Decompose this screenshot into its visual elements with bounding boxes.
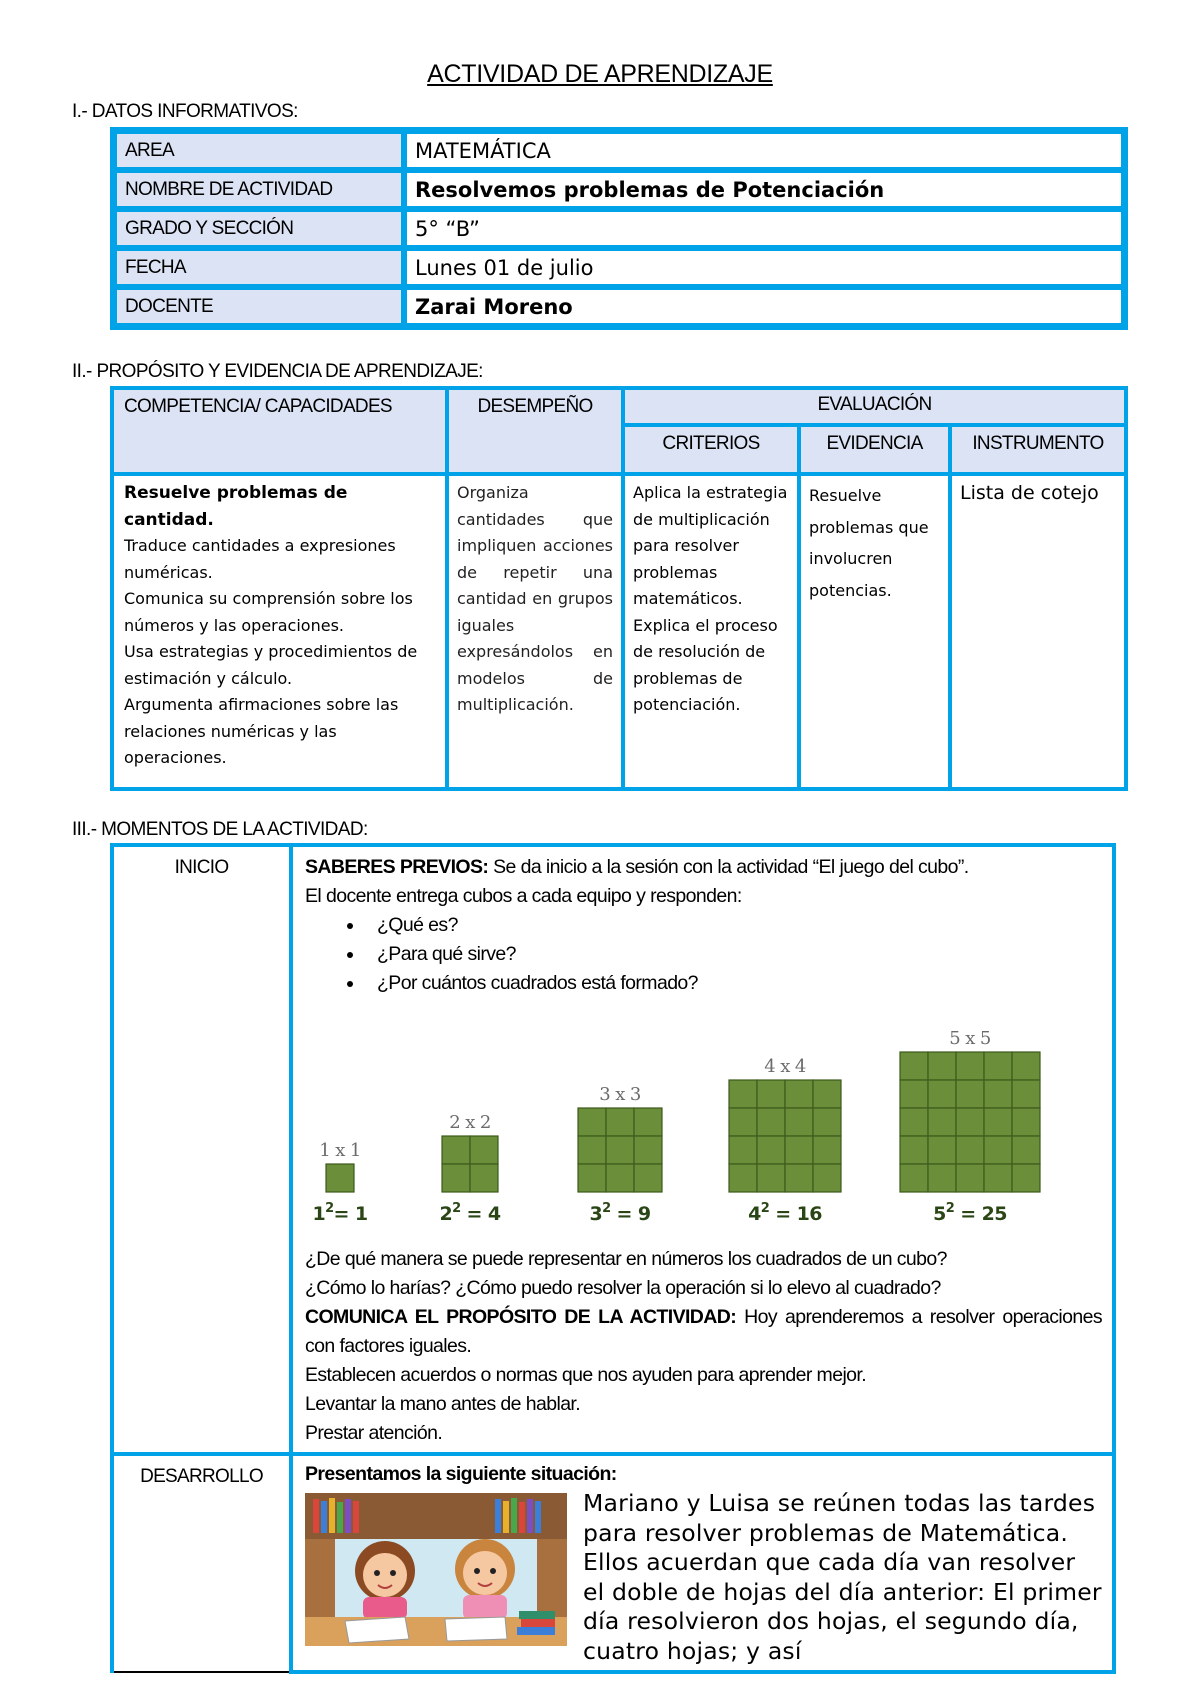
row-label: DOCENTE [114,287,404,326]
grid-cell [928,1108,956,1136]
row-label: GRADO Y SECCIÓN [114,209,404,248]
grid-cell [606,1136,634,1164]
competencia-line: Traduce cantidades a expresiones numéricas. [124,536,396,582]
power-label: $1^2= 1$ [312,1201,368,1225]
grid-cell [928,1052,956,1080]
grid-cell [1012,1052,1040,1080]
grid-cell [578,1108,606,1136]
power-label: $5^2 = 25$ [933,1201,1007,1225]
grid-cell [928,1164,956,1192]
table-row [114,170,1124,209]
grid-cell [785,1136,813,1164]
row-value: Resolvemos problemas de Potenciación [404,170,1124,209]
grid-cell [606,1164,634,1192]
competencia-cell [112,474,447,789]
grid-cell [578,1164,606,1192]
grid-cell [984,1164,1012,1192]
table-row [114,287,1124,326]
grid-cell [956,1108,984,1136]
section-2-heading: II.- PROPÓSITO Y EVIDENCIA DE APRENDIZAJE: [72,361,483,382]
competencia-title: Resuelve problemas de cantidad. [124,483,348,530]
instrumento-cell: Lista de cotejo [950,474,1126,789]
criterio-item: Explica el proceso de resolución de problemas de potenciación. [633,615,778,714]
desarrollo-label: DESARROLLO [112,1454,291,1672]
grid-cell [813,1108,841,1136]
list-item: • ¿Por cuántos cuadrados está formado? [365,969,1102,998]
grid-cell [984,1080,1012,1108]
grid-cell [757,1164,785,1192]
criterios-cell [623,474,799,789]
grid-cell [956,1164,984,1192]
grid-cell [442,1164,470,1192]
question-list [305,911,1102,998]
row-label: FECHA [114,248,404,287]
grid-cell [1012,1108,1040,1136]
evidencia-cell: Resuelve problemas que involucren potencias. [799,474,950,789]
inicio-content [291,845,1114,1454]
desempeno-cell: Organiza cantidades que impliquen acciones de repetir una cantidad en grupos iguales expresándolos en modelos de multiplicación. [447,474,623,789]
row-value: Zarai Moreno [404,287,1124,326]
section-3-heading: III.- MOMENTOS DE LA ACTIVIDAD: [72,819,368,840]
grid-cell [813,1136,841,1164]
proposito-text: Hoy aprenderemos a resolver operaciones con factores iguales. [305,1306,1103,1357]
table-row [114,209,1124,248]
grid-cell [1012,1164,1040,1192]
row-label: AREA [114,131,404,170]
grid-cell [729,1080,757,1108]
header-evaluacion: EVALUACIÓN [623,388,1126,425]
grid-cell [634,1136,662,1164]
header-desempeno: DESEMPEÑO [447,388,623,474]
grid-cell [326,1164,354,1192]
row-value: 5° “B” [404,209,1124,248]
grid-cell [900,1108,928,1136]
grid-cell [984,1136,1012,1164]
grid-cell [470,1136,498,1164]
grid-cell [729,1164,757,1192]
header-evidencia: EVIDENCIA [799,425,950,474]
square-grid [442,1136,498,1192]
grid-cell [785,1080,813,1108]
grid-cell [900,1164,928,1192]
power-label: $4^2 = 16$ [748,1201,822,1225]
acuerdos-line: Establecen acuerdos o normas que nos ayuden para aprender mejor. [305,1364,867,1386]
section-1-heading: I.- DATOS INFORMATIVOS: [72,101,298,122]
header-instrumento: INSTRUMENTO [950,425,1126,474]
page-title: ACTIVIDAD DE APRENDIZAJE [427,60,773,88]
grid-cell [1012,1080,1040,1108]
grid-cell [1012,1136,1040,1164]
square-grid [326,1164,354,1192]
grid-cell [729,1136,757,1164]
grid-cell [813,1164,841,1192]
grid-cell [956,1052,984,1080]
grid-cell [900,1136,928,1164]
grid-cell [900,1080,928,1108]
row-value: Lunes 01 de julio [404,248,1124,287]
grid-cell [757,1108,785,1136]
kids-studying-illustration [305,1493,567,1646]
dimension-label: 2 x 2 [449,1112,491,1133]
dimension-label: 1 x 1 [319,1140,361,1161]
inicio-label: INICIO [112,845,291,1454]
competencia-line: Comunica su comprensión sobre los números y las operaciones. [124,589,413,635]
grid-cell [956,1080,984,1108]
grid-cell [984,1108,1012,1136]
situacion-text: Mariano y Luisa se reúnen todas las tardes para resolver problemas de Matemática. Ellos acuerdan que cada día van resolver el doble de hojas del día anterior: El primer día resolvieron dos hojas, el segundo día, cuatro hojas; y así [583,1489,1102,1665]
list-item: • ¿Qué es? [365,911,1102,940]
power-label: $3^2 = 9$ [589,1201,651,1225]
dimension-label: 3 x 3 [599,1084,641,1105]
header-criterios: CRITERIOS [623,425,799,474]
grid-cell [757,1080,785,1108]
momentos-table [110,843,1116,1674]
square-grid [729,1080,841,1192]
docente-line: El docente entrega cubos a cada equipo y responden: [305,885,742,907]
proposito-table [110,386,1128,791]
list-item: • ¿Para qué sirve? [365,940,1102,969]
grid-cell [578,1136,606,1164]
grid-cell [606,1108,634,1136]
grid-cell [634,1108,662,1136]
square-grid [578,1108,662,1192]
competencia-line: Usa estrategias y procedimientos de estimación y cálculo. [124,642,418,688]
grid-cell [634,1164,662,1192]
grid-cell [984,1052,1012,1080]
saberes-text: Se da inicio a la sesión con la actividad “El juego del cubo”. [488,856,969,878]
header-competencia: COMPETENCIA/ CAPACIDADES [112,388,447,474]
grid-cell [928,1136,956,1164]
grid-cell [785,1164,813,1192]
competencia-line: Argumenta afirmaciones sobre las relaciones numéricas y las operaciones. [124,695,399,767]
square-grid [900,1052,1040,1192]
dimension-label: 5 x 5 [949,1028,991,1049]
grid-cell [785,1108,813,1136]
dimension-label: 4 x 4 [764,1056,806,1077]
saberes-label: SABERES PREVIOS: [305,856,489,878]
desarrollo-content [291,1454,1114,1672]
grid-cell [900,1052,928,1080]
grid-cell [757,1136,785,1164]
grid-cell [442,1136,470,1164]
proposito-label: COMUNICA EL PROPÓSITO DE LA ACTIVIDAD: [305,1306,737,1328]
norma-1: Levantar la mano antes de hablar. [305,1393,581,1415]
power-label: $2^2 = 4$ [439,1201,501,1225]
grid-cell [956,1136,984,1164]
table-row [114,131,1124,170]
criterio-item: Aplica la estrategia de multiplicación para resolver problemas matemáticos. [633,483,788,608]
row-label: NOMBRE DE ACTIVIDAD [114,170,404,209]
situacion-intro: Presentamos la siguiente situación: [305,1463,617,1485]
squares-figure [305,1002,1085,1247]
datos-informativos-table [110,127,1128,330]
norma-2: Prestar atención. [305,1422,443,1444]
question-2: ¿Cómo lo harías? ¿Cómo puedo resolver la operación si lo elevo al cuadrado? [305,1277,941,1299]
grid-cell [470,1164,498,1192]
grid-cell [729,1108,757,1136]
table-row [114,248,1124,287]
row-value: MATEMÁTICA [404,131,1124,170]
grid-cell [813,1080,841,1108]
grid-cell [928,1080,956,1108]
question-1: ¿De qué manera se puede representar en números los cuadrados de un cubo? [305,1248,947,1270]
